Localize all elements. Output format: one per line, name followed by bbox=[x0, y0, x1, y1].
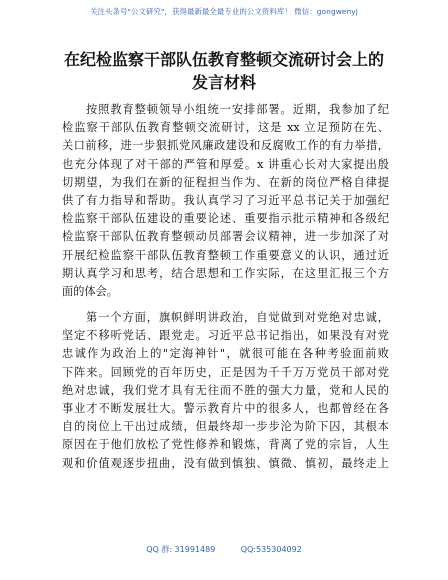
body-line: 也充分体现了对干部的严管和厚爱。x 讲重心长对大家提出殷 bbox=[62, 157, 389, 171]
body-line: 绝对忠诚，我们党才具有无往而不胜的强大力量，党和人民的 bbox=[62, 383, 389, 397]
body-line: 按照教育整顿领导小组统一安排部署。近期，我参加了纪 bbox=[86, 103, 389, 116]
paragraph-gap bbox=[62, 301, 389, 309]
body-line: 检监察干部队伍教育整顿交流研讨，这是 xx 立足预防在先、 bbox=[62, 121, 389, 135]
body-line: 观和价值观逐步扭曲，没有做到慎独、慎微、慎初，最终走上 bbox=[62, 456, 389, 470]
body-line: 切期望，为我们在新的征程担当作为、在新的岗位严格自律提 bbox=[62, 175, 389, 189]
body-line: 开展纪检监察干部队伍教育整顿工作重要意义的认识，通过近 bbox=[62, 248, 389, 262]
body-line: 检监察干部队伍教育整顿动员部署会议精神，进一步加深了对 bbox=[62, 230, 389, 244]
document-body bbox=[62, 101, 389, 473]
body-line: 关口前移，进一步狠抓党风廉政建设和反腐败工作的有力举措， bbox=[62, 139, 389, 153]
body-line: 自的岗位上干出过成绩，但最终却一步步沦为阶下囚，其根本 bbox=[62, 420, 389, 434]
body-line: 期认真学习和思考，结合思想和工作实际，在这里汇报三个方 bbox=[62, 266, 389, 280]
body-line: 原因在于他们放松了党性修养和锻炼，背离了党的宗旨，人生 bbox=[62, 438, 389, 452]
body-line: 供了有力指导和帮助。我认真学习了习近平总书记关于加强纪 bbox=[62, 193, 389, 207]
body-line: 忠诚作为政治上的"定海神针"，就很可能在各种考验面前败 bbox=[62, 347, 389, 361]
title-line: 发言材料 bbox=[191, 73, 256, 92]
document-title bbox=[54, 48, 394, 94]
body-line: 下阵来。回顾党的百年历史，正是因为千千万万党员干部对党 bbox=[62, 365, 389, 379]
body-line: 坚定不移听党话、跟党走。习近平总书记指出，如果没有对党 bbox=[62, 329, 389, 343]
footer-contact: QQ 群: 31991489 QQ:535304092 bbox=[146, 545, 302, 554]
body-line: 面的体会。 bbox=[62, 284, 118, 298]
body-line: 事业才不断发展壮大。警示教育片中的很多人，也都曾经在各 bbox=[62, 402, 389, 415]
body-line: 检监察干部队伍建设的重要论述、重要指示批示精神和各级纪 bbox=[62, 212, 389, 226]
title-line: 在纪检监察干部队伍教育整顿交流研讨会上的 bbox=[63, 50, 384, 69]
body-line: 第一个方面，旗帜鲜明讲政治，自觉做到对党绝对忠诚， bbox=[86, 311, 389, 325]
header-note: 关注头条号"公文研究"，获得最新最全最专业的公文资料库！ 微信：gongwenyj bbox=[90, 7, 358, 16]
